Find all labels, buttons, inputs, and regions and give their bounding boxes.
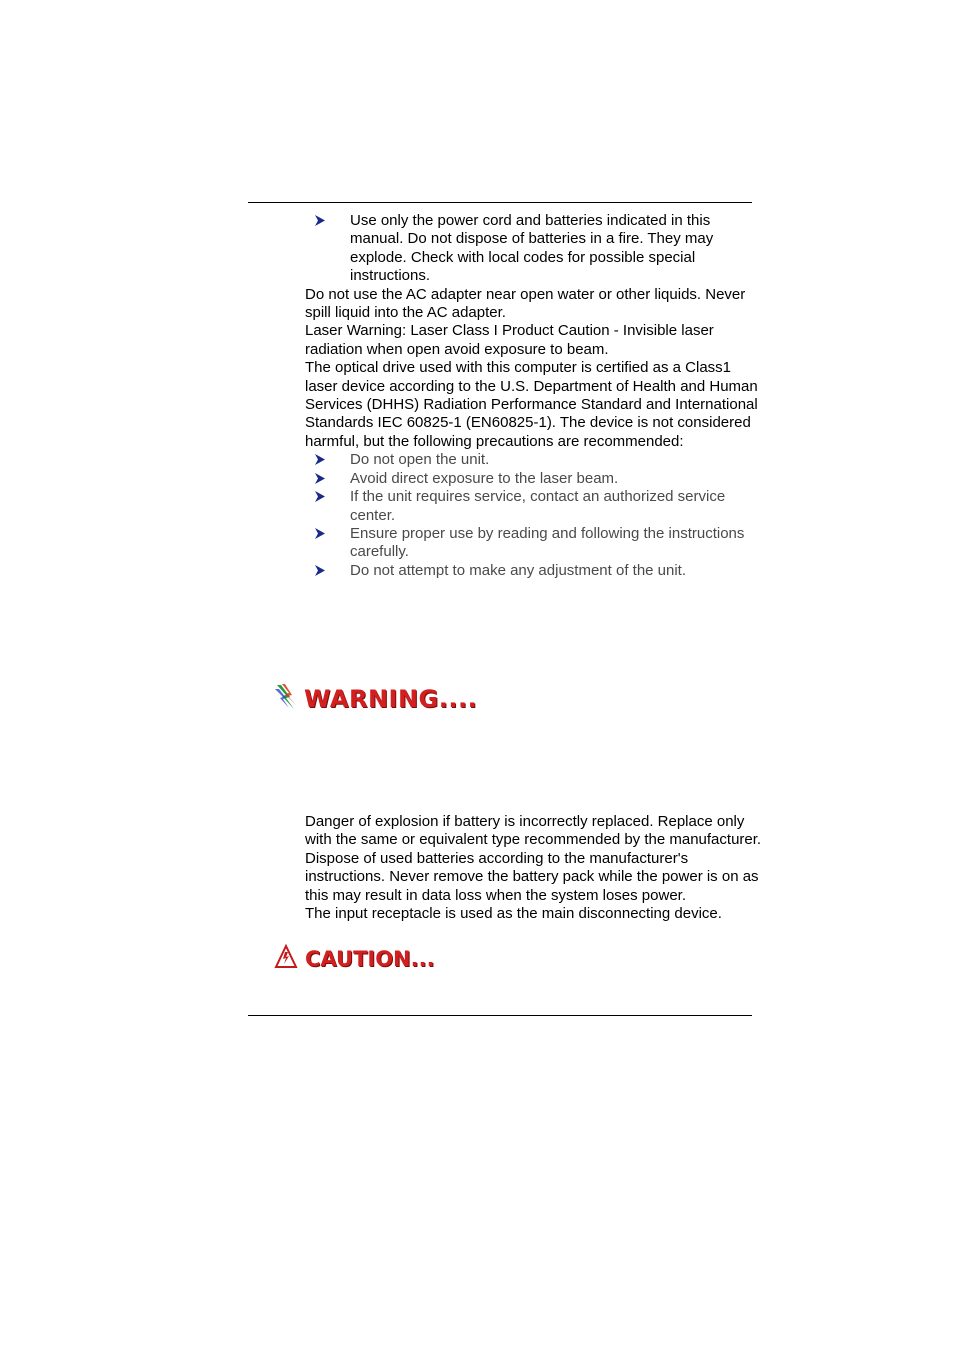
lightning-warning-icon	[274, 683, 300, 711]
list-item-text: If the unit requires service, contact an authorized service center.	[350, 488, 726, 524]
list-item	[350, 562, 750, 580]
paragraph: The optical drive used with this computer is certified as a Class1 laser device according to the U.S. Department of Health and Human Services (DHHS) Radiation Performance Standard and International Standards IEC 60825-1 (EN60825-1). The device is not considered harmful, but the following precautions are recommended:	[305, 359, 758, 450]
list-item	[350, 525, 750, 562]
arrowhead-bullet-icon	[314, 490, 326, 503]
list-item	[350, 488, 750, 525]
list-item	[350, 470, 750, 488]
arrowhead-bullet-icon	[314, 214, 326, 227]
paragraph: Laser Warning: Laser Class I Product Caution - Invisible laser radiation when open avoid exposure to beam.	[305, 322, 714, 358]
arrowhead-bullet-icon	[314, 527, 326, 540]
list-item-text: Do not open the unit.	[350, 451, 490, 469]
arrowhead-bullet-icon	[314, 472, 326, 485]
list-item-text: Ensure proper use by reading and following the instructions carefully.	[350, 524, 745, 561]
arrowhead-bullet-icon	[314, 453, 326, 466]
list-item	[350, 212, 750, 286]
paragraph: The input receptacle is used as the main disconnecting device.	[305, 905, 722, 923]
caution-label: CAUTION...	[305, 947, 435, 971]
warning-label: WARNING....	[304, 685, 478, 713]
triangle-caution-icon	[274, 944, 298, 970]
safety-content	[248, 212, 768, 580]
list-item-text: Use only the power cord and batteries indicated in this manual. Do not dispose of batteries in a fire. They may explode. Check with local codes for possible special instructions.	[350, 212, 714, 285]
top-rule	[248, 202, 752, 203]
paragraph: Danger of explosion if battery is incorrectly replaced. Replace only with the same or equivalent type recommended by the manufacturer. Dispose of used batteries according to the manufacturer's instructions. Never remove the battery pack while the power is on as this may result in data loss when the system loses power.	[305, 813, 762, 904]
bottom-rule	[248, 1015, 752, 1016]
list-item	[350, 451, 750, 469]
list-item-text: Avoid direct exposure to the laser beam.	[350, 469, 619, 487]
arrowhead-bullet-icon	[314, 564, 326, 577]
list-item-text: Do not attempt to make any adjustment of the unit.	[350, 561, 687, 579]
battery-warning-text	[305, 813, 765, 923]
paragraph: Do not use the AC adapter near open water or other liquids. Never spill liquid into the AC adapter.	[305, 285, 746, 322]
